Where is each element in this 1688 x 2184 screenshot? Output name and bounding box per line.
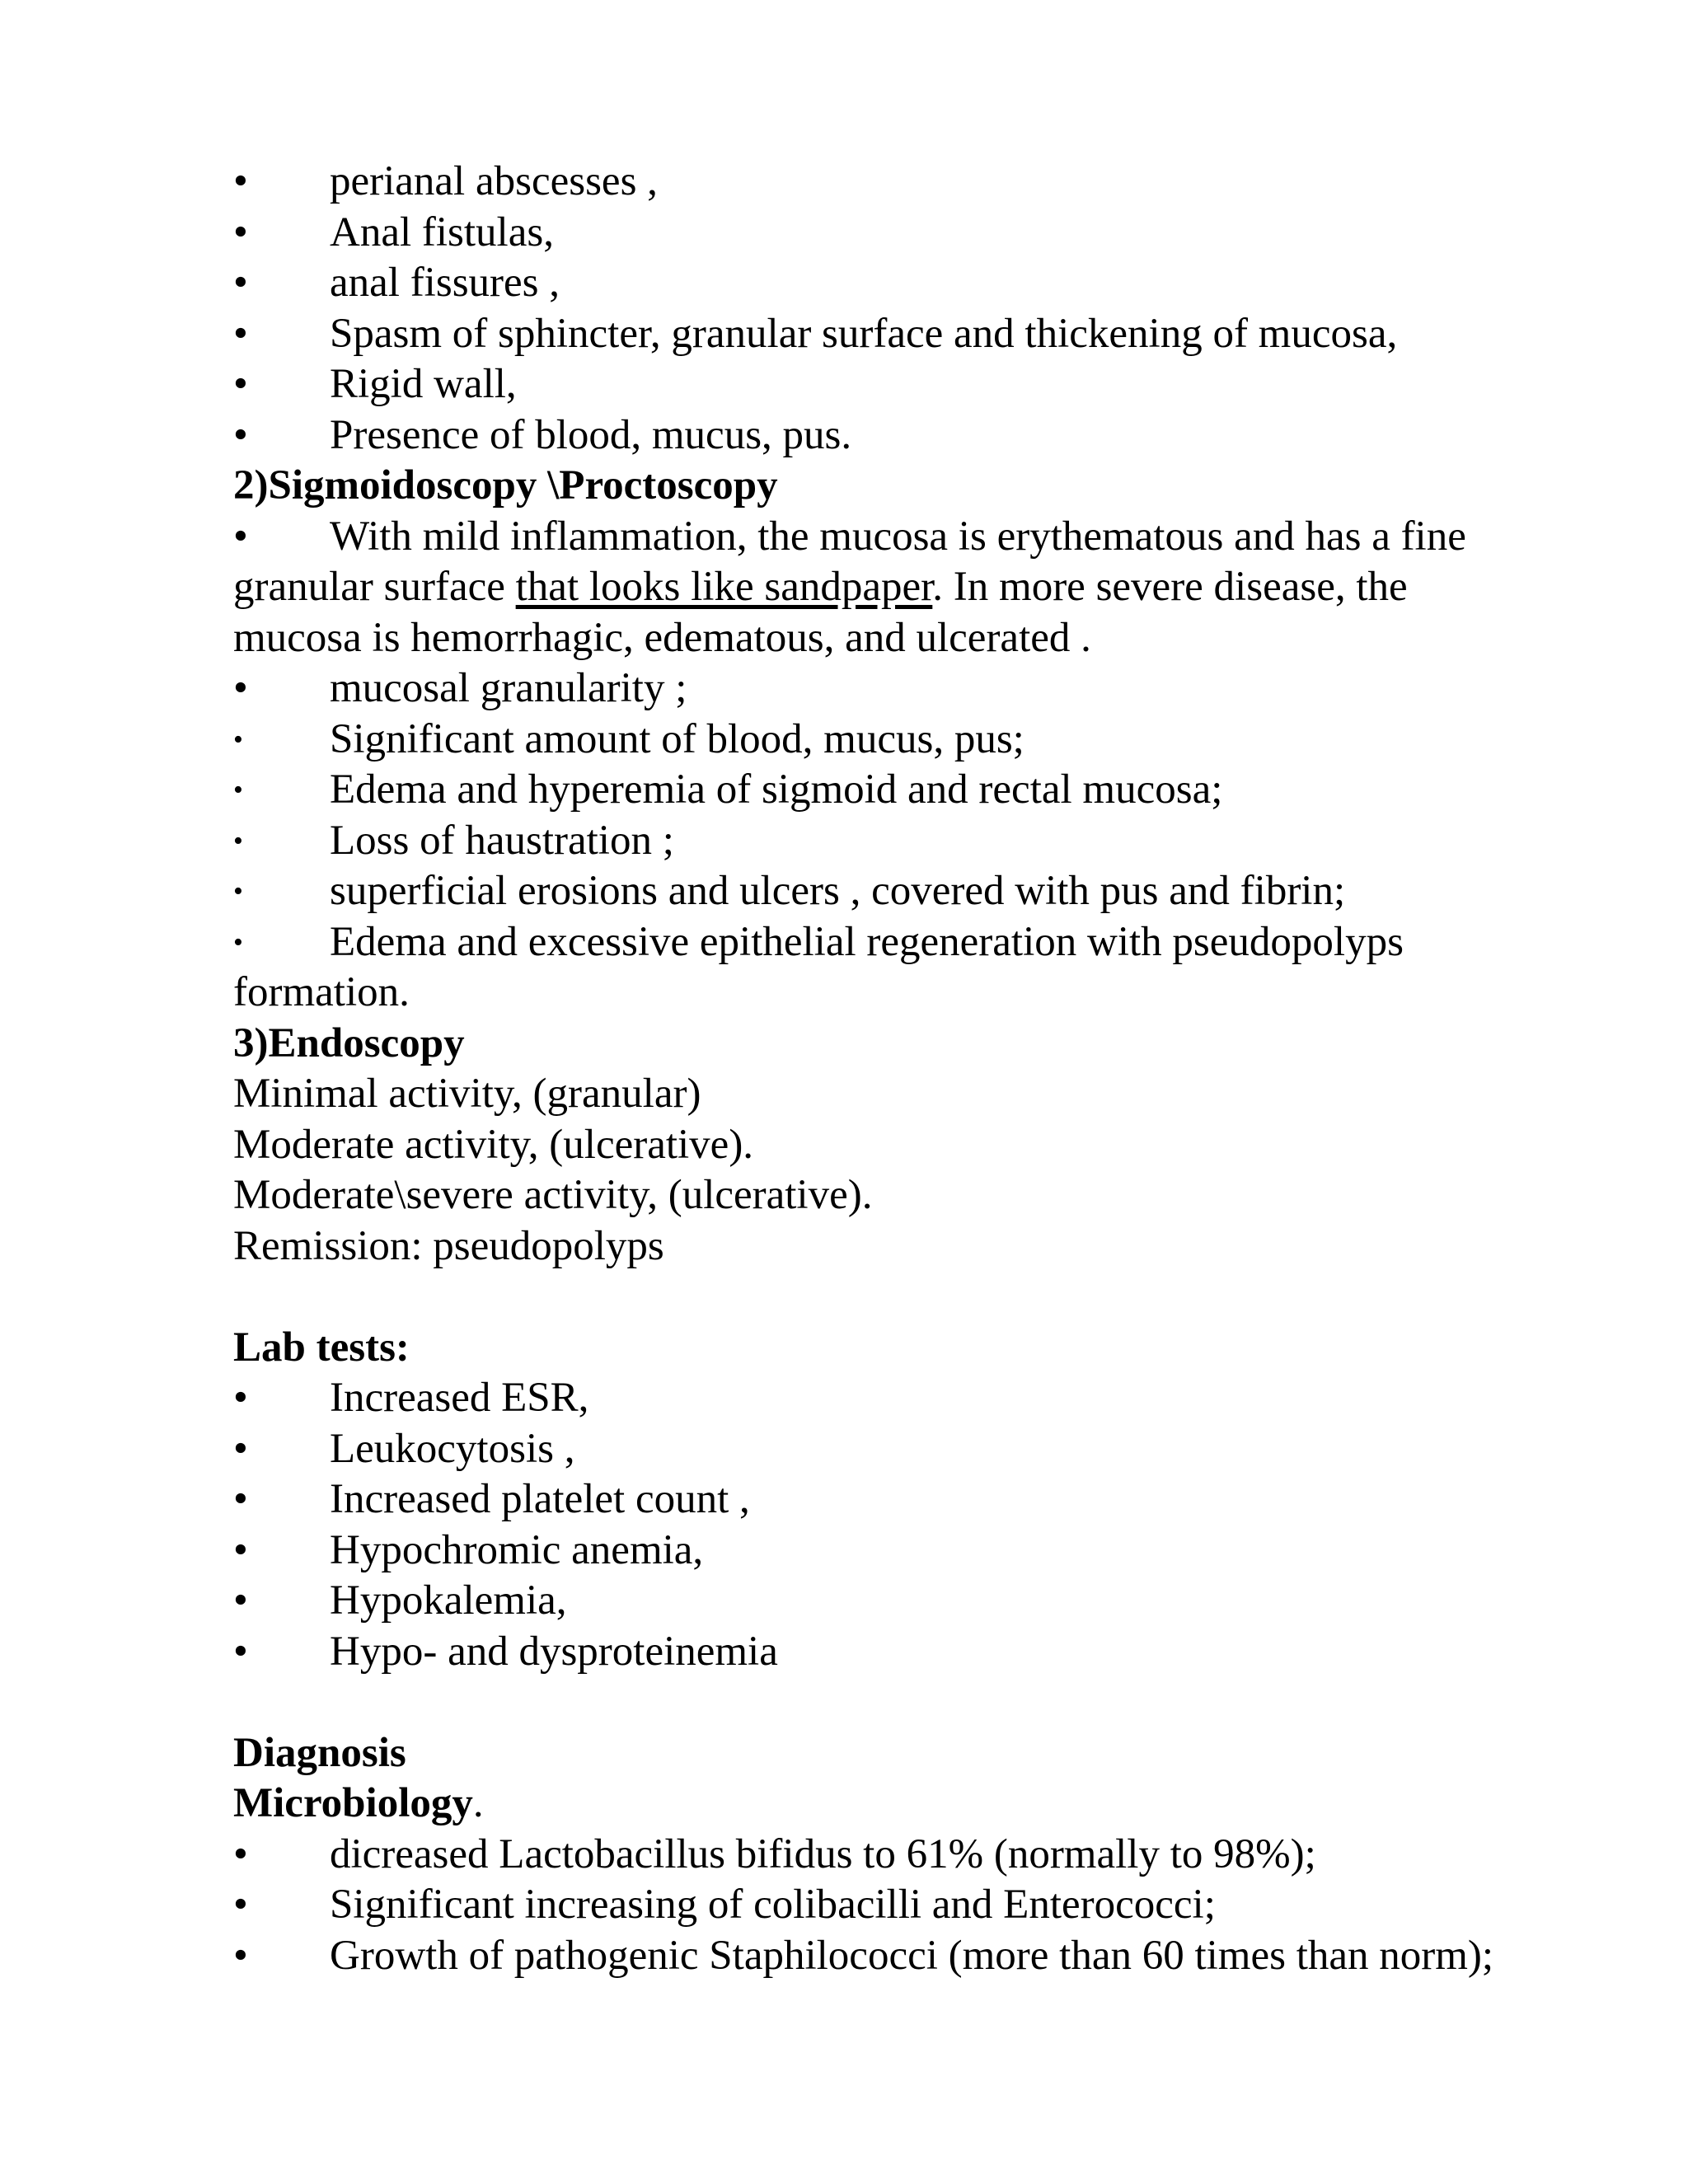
bullet-icon: • [233,1628,248,1675]
list-item: • Growth of pathogenic Staphilococci (more than 60 times than norm); [233,1931,1552,1982]
small-bullet-icon: • [233,926,243,958]
paragraph-line: mucosa is hemorrhagic, edematous, and ulcerated . [233,614,1091,661]
section-heading-sigmoidoscopy: 2)Sigmoidoscopy \Proctoscopy [233,462,778,509]
list-item-continuation: formation. [233,969,410,1015]
section-heading-endoscopy: 3)Endoscopy [233,1019,465,1066]
spacer [233,1677,1552,1728]
list-item: • Hypokalemia, [233,1576,1552,1627]
bullet-icon: • [233,209,248,255]
bullet-icon: • [233,665,248,711]
bullet-icon: • [233,1882,248,1928]
small-bullet-icon: • [233,724,243,755]
bullet-icon: • [233,361,248,407]
list-item: • perianal abscesses , [233,157,1552,208]
bullet-icon: • [233,1425,248,1472]
bullet-icon: • [233,260,248,306]
bullet-icon: • [233,1375,248,1421]
bullet-icon: • [233,1932,248,1979]
list-item: • Spasm of sphincter, granular surface and thickening of mucosa, [233,309,1552,360]
list-item: • Significant increasing of colibacilli and Enterococci; [233,1880,1552,1931]
list-item: • Edema and hyperemia of sigmoid and rectal mucosa; [233,765,1552,816]
endoscopy-line: Minimal activity, (granular) [233,1071,701,1117]
endoscopy-line: Moderate activity, (ulcerative). [233,1121,754,1168]
endoscopy-line: Moderate\severe activity, (ulcerative). [233,1172,873,1218]
list-item: • Significant amount of blood, mucus, pus; [233,715,1552,766]
bullet-icon: • [233,310,248,357]
small-bullet-icon: • [233,876,243,907]
paragraph-line: granular surface that looks like sandpaper. In more severe disease, the [233,564,1408,610]
paragraph-line: • With mild inflammation, the mucosa is erythematous and has a fine [233,512,1552,563]
underlined-phrase: that looks like sandpaper [515,564,933,610]
endoscopy-line: Remission: pseudopolyps [233,1222,664,1269]
list-item: • Leukocytosis , [233,1424,1552,1475]
list-item: • Increased ESR, [233,1373,1552,1424]
list-item: • Anal fistulas, [233,208,1552,259]
bullet-icon: • [233,513,248,560]
list-item: • Loss of haustration ; [233,816,1552,867]
list-item: • anal fissures , [233,258,1552,309]
bullet-icon: • [233,1476,248,1522]
bullet-icon: • [233,411,248,458]
small-bullet-icon: • [233,775,243,805]
list-item: • Hypo- and dysproteinemia [233,1627,1552,1678]
section-heading-lab-tests: Lab tests: [233,1324,410,1371]
section-heading-diagnosis: Diagnosis [233,1729,406,1776]
list-item: • superficial erosions and ulcers , covered with pus and fibrin; [233,866,1552,917]
bullet-icon: • [233,1577,248,1624]
spacer [233,1272,1552,1323]
list-item: • Rigid wall, [233,359,1552,410]
list-item: • Edema and excessive epithelial regeneration with pseudopolyps [233,917,1552,968]
list-item: • Presence of blood, mucus, pus. [233,410,1552,462]
small-bullet-icon: • [233,825,243,856]
list-item: • dicreased Lactobacillus bifidus to 61% (normally to 98%); [233,1830,1552,1881]
document-content [233,157,1552,1981]
subheading-microbiology: Microbiology. [233,1780,484,1826]
list-item: • mucosal granularity ; [233,663,1552,715]
list-item: • Hypochromic anemia, [233,1526,1552,1577]
list-item: • Increased platelet count , [233,1474,1552,1526]
bullet-icon: • [233,1526,248,1573]
bullet-icon: • [233,158,248,204]
bullet-icon: • [233,1830,248,1877]
